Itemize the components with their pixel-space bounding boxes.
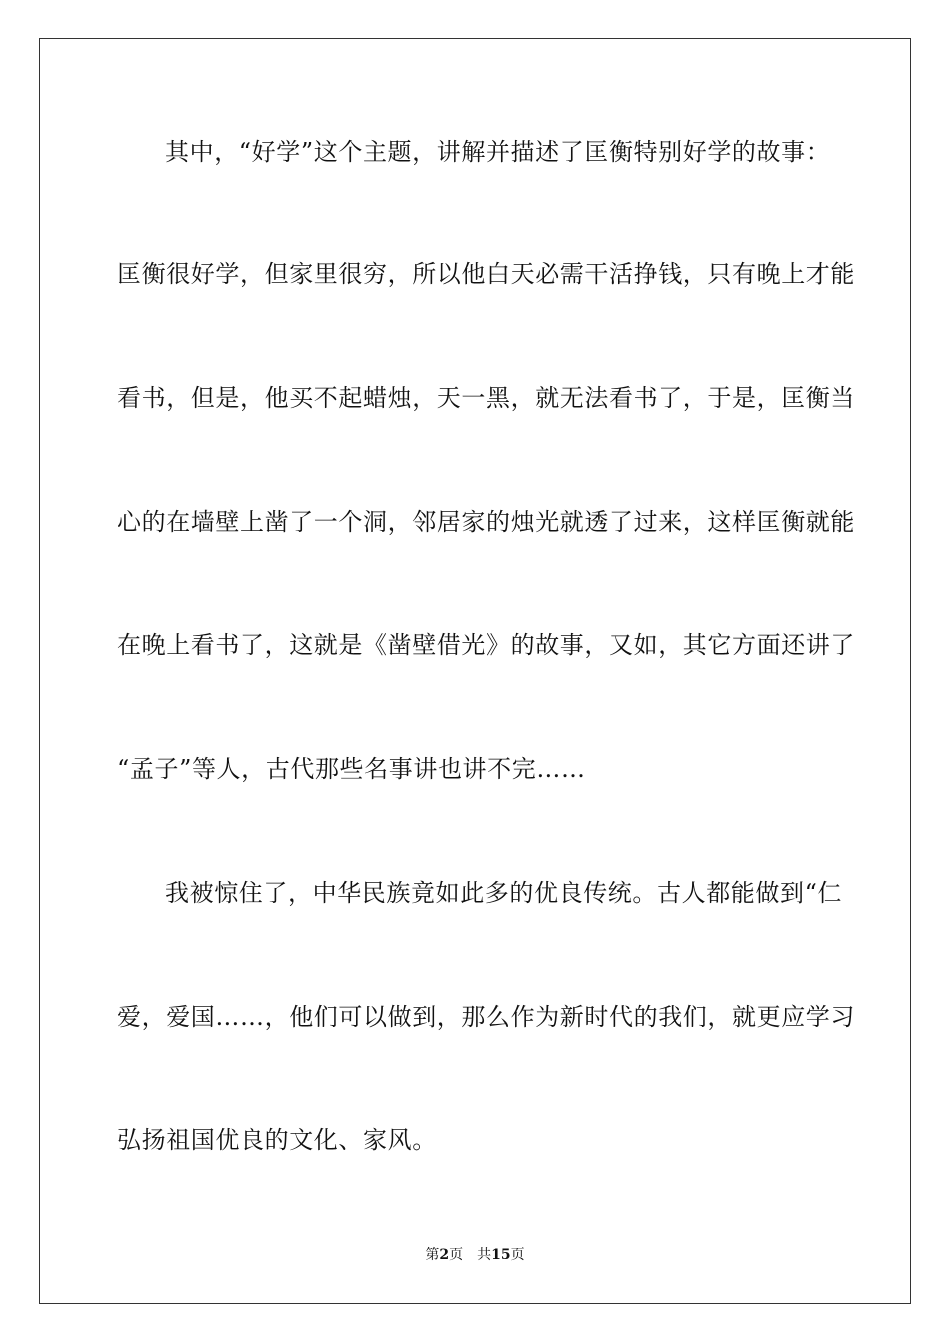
paragraph-1-line-3: 看书，但是，他买不起蜡烛，天一黑，就无法看书了，于是，匡衡当 xyxy=(117,384,855,412)
total-suffix: 页 xyxy=(510,1247,525,1263)
paragraph-1-line-4: 心的在墙壁上凿了一个洞，邻居家的烛光就透了过来，这样匡衡就能 xyxy=(117,508,855,536)
page-number: 2 xyxy=(439,1247,450,1263)
paragraph-1-line-2: 匡衡很好学，但家里很穷，所以他白天必需干活挣钱，只有晚上才能 xyxy=(117,260,855,288)
page-prefix: 第 xyxy=(425,1247,440,1263)
paragraph-2-line-3: 弘扬祖国优良的文化、家风。 xyxy=(117,1126,437,1154)
total-prefix: 共 xyxy=(477,1247,492,1263)
page-footer xyxy=(0,1246,950,1264)
paragraph-1-line-1: 其中，“好学”这个主题，讲解并描述了匡衡特别好学的故事： xyxy=(165,138,831,166)
paragraph-1-line-6: “孟子”等人，古代那些名事讲也讲不完…… xyxy=(117,755,586,783)
paragraph-2-line-1: 我被惊住了，中华民族竟如此多的优良传统。古人都能做到“仁 xyxy=(165,879,843,907)
page-suffix: 页 xyxy=(449,1247,464,1263)
paragraph-1-line-5: 在晚上看书了，这就是《凿壁借光》的故事，又如，其它方面还讲了 xyxy=(117,631,855,659)
paragraph-2-line-2: 爱，爱国……，他们可以做到，那么作为新时代的我们，就更应学习 xyxy=(117,1003,855,1031)
page-frame xyxy=(39,38,911,1304)
total-pages: 15 xyxy=(491,1247,511,1263)
